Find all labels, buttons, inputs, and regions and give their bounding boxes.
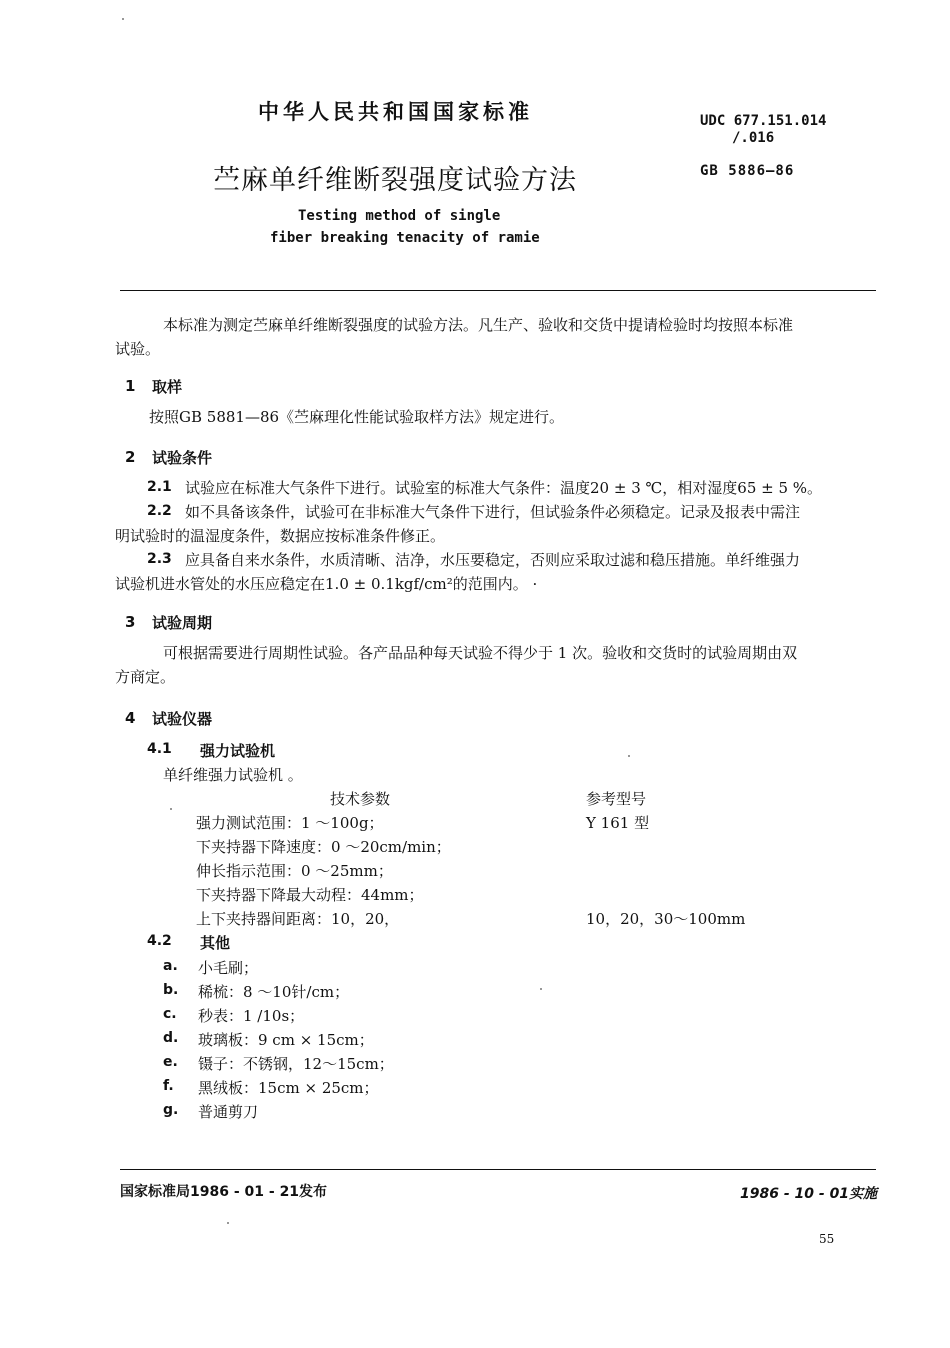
- column-header-params: 技术参数: [330, 790, 391, 808]
- national-standard-heading: 中华人民共和国国家标准: [258, 100, 533, 124]
- param-item: 下夹持器下降速度：0 ～20cm/min；: [196, 838, 451, 856]
- section4-title: 试验仪器: [152, 710, 213, 728]
- header-divider: [120, 290, 876, 291]
- param-item: 强力测试范围：1 ～100g；: [196, 814, 384, 832]
- param-item: 上下夹持器间距离：10，20，: [196, 910, 400, 928]
- section2-title: 试验条件: [152, 449, 213, 467]
- section1-text: 按照GB 5881—86《苎麻理化性能试验取样方法》规定进行。: [149, 408, 565, 426]
- clause-2-3-line1: 应具备自来水条件，水质清晰、洁净，水压要稳定，否则应采取过滤和稳压措施。单纤维强力: [185, 551, 801, 569]
- scan-speck: [628, 755, 630, 757]
- clause-2-1-text: 试验应在标准大气条件下进行。试验室的标准大气条件：温度20 ± 3 ℃，相对湿度65 ± 5 %。: [185, 479, 823, 497]
- other-item-text: 秒表：1 /10s；: [198, 1007, 305, 1025]
- other-item-label: d.: [163, 1030, 179, 1046]
- clause-2-2-line2: 明试验时的温湿度条件，数据应按标准条件修正。: [115, 527, 446, 545]
- param-item: 下夹持器下降最大动程：44mm；: [196, 886, 424, 904]
- section1-title: 取样: [152, 378, 183, 396]
- scan-speck: [227, 1222, 229, 1224]
- clause-2-1-number: 2.1: [147, 479, 172, 495]
- document-title-en-line2: fiber breaking tenacity of ramie: [270, 230, 540, 246]
- gb-number: GB 5886—86: [700, 163, 795, 179]
- other-item-text: 玻璃板：9 cm × 15cm；: [198, 1031, 374, 1049]
- document-title-zh: 苎麻单纤维断裂强度试验方法: [213, 165, 577, 196]
- other-item-text: 小毛刷；: [198, 959, 259, 977]
- other-item-text: 普通剪刀: [198, 1103, 259, 1121]
- column-header-reference: 参考型号: [586, 790, 647, 808]
- udc-code-continued: /.016: [732, 130, 775, 146]
- scan-speck: [122, 18, 124, 20]
- issue-date: 国家标准局1986 - 01 - 21发布: [120, 1184, 328, 1200]
- other-item-text: 黑绒板：15cm × 25cm；: [198, 1079, 379, 1097]
- page-number: 55: [819, 1232, 835, 1246]
- other-item-label: f.: [163, 1078, 174, 1094]
- section3-title: 试验周期: [152, 614, 213, 632]
- intro-line2: 试验。: [115, 340, 161, 358]
- footer-divider: [120, 1169, 876, 1170]
- section3-line2: 方商定。: [115, 668, 176, 686]
- other-item-label: a.: [163, 958, 178, 974]
- document-title-en-line1: Testing method of single: [298, 208, 501, 224]
- reference-distance: 10，20，30～100mm: [586, 910, 746, 928]
- other-item-label: e.: [163, 1054, 178, 1070]
- section3-number: 3: [125, 613, 136, 631]
- param-item: 伸长指示范围：0 ～25mm；: [196, 862, 393, 880]
- clause-2-2-line1: 如不具备该条件，试验可在非标准大气条件下进行，但试验条件必须稳定。记录及报表中需注: [185, 503, 801, 521]
- section1-number: 1: [125, 377, 136, 395]
- section3-line1: 可根据需要进行周期性试验。各产品品种每天试验不得少于 1 次。验收和交货时的试验周期由双: [163, 644, 798, 662]
- tester-description: 单纤维强力试验机 。: [163, 766, 303, 784]
- subsection-4-1-title: 强力试验机: [200, 742, 276, 760]
- scan-speck: [540, 988, 542, 990]
- clause-2-3-line2: 试验机进水管处的水压应稳定在1.0 ± 0.1kgf/cm²的范围内。 ·: [115, 575, 538, 593]
- other-item-text: 镊子：不锈钢，12～15cm；: [198, 1055, 394, 1073]
- other-item-label: c.: [163, 1006, 177, 1022]
- subsection-4-2-number: 4.2: [147, 933, 172, 949]
- reference-model: Y 161 型: [586, 814, 650, 832]
- udc-code: UDC 677.151.014: [700, 113, 827, 129]
- clause-2-2-number: 2.2: [147, 503, 172, 519]
- intro-line1: 本标准为测定苎麻单纤维断裂强度的试验方法。凡生产、验收和交货中提请检验时均按照本标准: [163, 316, 794, 334]
- subsection-4-2-title: 其他: [200, 934, 231, 952]
- effective-date: 1986 - 10 - 01实施: [740, 1186, 878, 1202]
- subsection-4-1-number: 4.1: [147, 741, 172, 757]
- clause-2-3-number: 2.3: [147, 551, 172, 567]
- other-item-label: b.: [163, 982, 179, 998]
- scan-speck: [170, 808, 172, 810]
- section2-number: 2: [125, 448, 136, 466]
- other-item-text: 稀梳：8 ～10针/cm；: [198, 983, 350, 1001]
- section4-number: 4: [125, 709, 136, 727]
- other-item-label: g.: [163, 1102, 179, 1118]
